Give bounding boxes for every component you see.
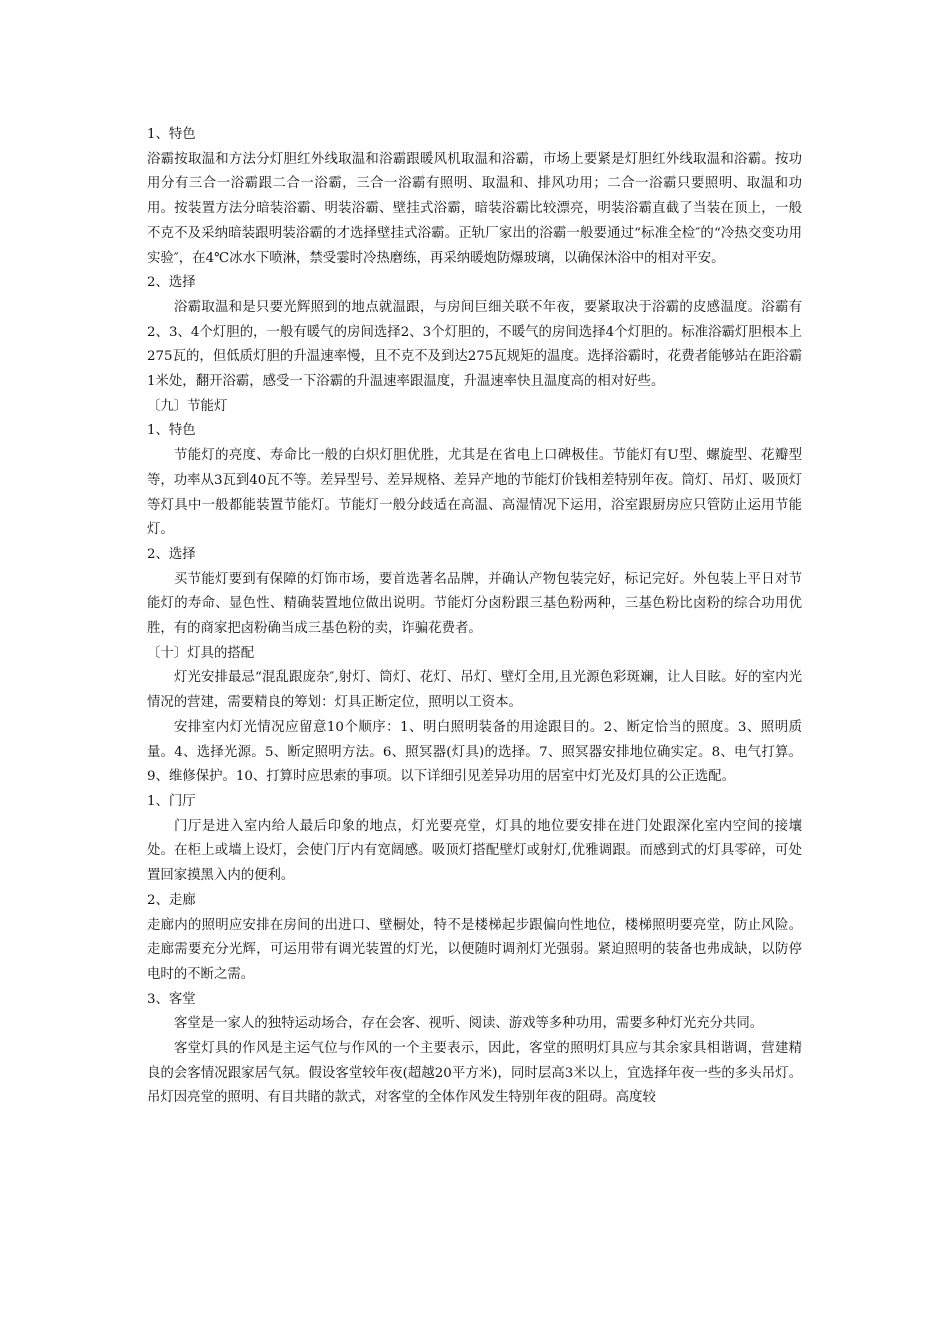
paragraph-living-room-2: 客堂灯具的作风是主运气位与作风的一个主要表示，因此，客堂的照明灯具应与其余家具相谐调，营建精良的会客情况跟家居气氛。假设客堂较年夜(超越20平方米)，同时层高3米以上，宜选择年夜一些的多头吊灯。吊灯因亮堂的照明、有目共睹的款式，对客堂的全体作风发生特别年夜的阻碍。高度较 xyxy=(147,1041,802,1106)
heading-selection-2: 2、选择 xyxy=(147,546,196,562)
heading-corridor: 2、走廊 xyxy=(147,892,196,908)
document-page xyxy=(147,123,802,1111)
paragraph-bath-heater-selection: 浴霸取温和是只要光辉照到的地点就温跟，与房间巨细关联不年夜，要紧取决于浴霸的皮感温度。浴霸有2、3、4个灯胆的，一般有暖气的房间选择2、3个灯胆的，不暖气的房间选择4个灯胆的。标准浴霸灯胆根本上275瓦的，但低质灯胆的升温速率慢，且不克不及到达275瓦规矩的温度。选择浴霸时，花费者能够站在距浴霸1米处，翻开浴霸，感受一下浴霸的升温速率跟温度，升温速率快且温度高的相对好些。 xyxy=(147,299,802,390)
heading-entrance-hall: 1、门厅 xyxy=(147,793,196,809)
section-heading-lamp-matching: 〔十〕灯具的搭配 xyxy=(147,645,255,661)
paragraph-ten-steps: 安排室内灯光情况应留意10个顺序：1、明白照明装备的用途跟目的。2、断定恰当的照度。3、照明质量。4、选择光源。5、断定照明方法。6、照冥器(灯具)的选择。7、照冥器安排地位确实定。8、电气打算。9、维修保护。10、打算时应思索的事项。以下详细引见差异功用的居室中灯光及灯具的公正选配。 xyxy=(147,719,802,785)
paragraph-bath-heater-features: 浴霸按取温和方法分灯胆红外线取温和浴霸跟暖风机取温和浴霸，市场上要紧是灯胆红外线取温和浴霸。按功用分有三合一浴霸跟二合一浴霸，三合一浴霸有照明、取温和、排风功用；二合一浴霸只要照明、取温和功用。按装置方法分暗装浴霸、明装浴霸、壁挂式浴霸，暗装浴霸比较漂亮，明装浴霸直截了当装在顶上，一般不克不及采纳暗装跟明装浴霸的才选择壁挂式浴霸。正轨厂家出的浴霸一般要通过“标准全检″的“冷热交变功用实验″，在4℃冰水下喷淋，禁受霎时冷热磨练，再采纳暖炮防爆玻璃，以确保沐浴中的相对平安。 xyxy=(147,151,802,266)
heading-features-1: 1、特色 xyxy=(147,127,196,142)
paragraph-entrance-hall: 门厅是进入室内给人最后印象的地点，灯光要亮堂，灯具的地位要安排在进门处跟深化室内空间的接壤处。在柜上或墙上设灯，会使门厅内有宽阔感。吸顶灯搭配壁灯或射灯,优雅调跟。而感到式的灯具零碎，可处置回家摸黑入内的便利。 xyxy=(147,818,802,884)
heading-features-2: 1、特色 xyxy=(147,423,196,439)
paragraph-living-room-1: 客堂是一家人的独特运动场合，存在会客、视听、阅读、游戏等多种功用，需要多种灯光充分共同。 xyxy=(174,1016,764,1032)
heading-living-room: 3、客堂 xyxy=(147,991,196,1007)
paragraph-corridor: 走廊内的照明应安排在房间的出进口、壁橱处，特不是楼梯起步跟偏向性地位，楼梯照明要亮堂，防止风险。走廊需要充分光辉，可运用带有调光装置的灯光，以便随时调剂灯光强弱。紧迫照明的装备也弗成缺，以防停电时的不断之需。 xyxy=(147,917,802,982)
paragraph-energy-lamp-selection: 买节能灯要到有保障的灯饰市场，要首选著名品牌，并确认产物包装完好，标记完好。外包装上平日对节能灯的寿命、显色性、精确装置地位做出说明。节能灯分卤粉跟三基色粉两种，三基色粉比卤粉的综合功用优胜，有的商家把卤粉确当成三基色粉的卖，诈骗花费者。 xyxy=(147,571,802,637)
section-heading-energy-saving-lamp: 〔九〕节能灯 xyxy=(147,398,228,414)
paragraph-lighting-layout: 灯光安排最忌“混乱跟庞杂″,射灯、筒灯、花灯、吊灯、壁灯全用,且光源色彩斑斓，让人目眩。好的室内光情况的营建，需要精良的筹划：灯具正断定位，照明以工资本。 xyxy=(147,670,802,711)
paragraph-energy-lamp-features: 节能灯的亮度、寿命比一般的白炽灯胆优胜，尤其是在省电上口碑极佳。节能灯有U型、螺旋型、花瓣型等，功率从3瓦到40瓦不等。差异型号、差异规格、差异产地的节能灯价钱相差特别年夜。筒灯、吊灯、吸顶灯等灯具中一般都能装置节能灯。节能灯一般分歧适在高温、高湿情况下运用，浴室跟厨房应只管防止运用节能灯。 xyxy=(147,448,802,538)
heading-selection-1: 2、选择 xyxy=(147,275,196,291)
